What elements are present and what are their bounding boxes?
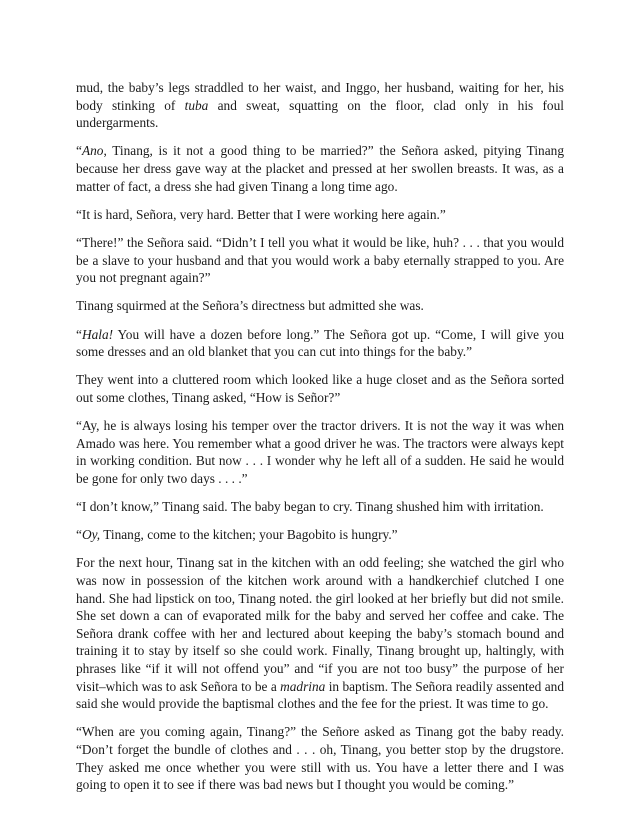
paragraph [76,297,564,315]
text-run: “ [76,527,82,543]
text-run: mud, the baby’s legs straddled to her waist, and Inggo, her husband, waiting for her, his body stinking of [76,80,564,113]
text-run: You will have a dozen before long.” The Señora got up. “Come, I will give you some dresses and an old blanket that you can cut into things for the baby.” [76,326,564,360]
text-run: and sweat, squatting on the floor, clad only in his foul undergarments. [76,97,564,131]
paragraph [76,234,564,287]
paragraph [76,417,564,487]
paragraph [76,723,564,793]
italic-text-run: Hala! [81,326,114,342]
text-run: For the next hour, Tinang sat in the kitchen with an odd feeling; she watched the girl who was now in possession of the kitchen work around with a handkerchief clutched I one hand. She had lipstick on too, Tinang noted. the girl looked at her briefly but did not smile. She set down a can of evaporated milk for the baby and served her coffee and cake. The Señora drank coffee with her and lectured about keeping the baby’s stomach bound and training it to stay by itself so she could work. Finally, Tinang brought up, haltingly, with phrases like “if it will not offend you” and “if you are not too busy” the purpose of her visit–which was to ask Señora to be a [76,555,564,694]
paragraph [76,326,564,361]
paragraph [76,498,564,516]
text-run: “Ay, he is always losing his temper over the tractor drivers. It is not the way it was when Amado was here. You remember what a good driver he was. The tractors were always kept in working condition. But now . . . I wonder why he left all of a sudden. He said he would be gone for only two days . . . .” [76,418,564,486]
text-run: “I don’t know,” Tinang said. The baby began to cry. Tinang shushed him with irritation. [76,499,544,515]
paragraph [76,142,564,195]
text-run: “ [76,326,82,342]
text-run: They went into a cluttered room which looked like a huge closet and as the Señora sorted out some clothes, Tinang asked, “How is Señor?” [76,372,564,405]
italic-text-run: Ano [81,143,104,159]
paragraph [76,371,564,406]
text-run: “It is hard, Señora, very hard. Better that I were working here again.” [76,206,446,222]
paragraph [76,526,564,544]
text-run: in baptism. The Señora readily assented and said she would provide the baptismal clothes and the fee for the priest. It was time to go. [76,678,564,712]
paragraph [76,206,564,224]
text-run: Tinang squirmed at the Señora’s directness but admitted she was. [76,298,424,314]
italic-text-run: tuba [184,97,209,113]
document-page [76,79,564,804]
italic-text-run: madrina [280,678,326,694]
text-run: , Tinang, is it not a good thing to be married?” the Señora asked, pitying Tinang because her dress gave way at the placket and pressed at her swollen breasts. It was, as a matter of fact, a dress she had given Tinang a long time ago. [76,143,564,194]
paragraph [76,79,564,132]
text-run: Tinang, come to the kitchen; your Bagobito is hungry.” [100,527,398,543]
text-run: “ [76,143,82,159]
text-run: “There!” the Señora said. “Didn’t I tell you what it would be like, huh? . . . that you would be a slave to your husband and that you would work a baby eternally strapped to you. Are you not pregnant again?” [76,234,564,286]
italic-text-run: Oy, [81,527,101,543]
text-run: “When are you coming again, Tinang?” the Señore asked as Tinang got the baby ready. “Don’t forget the bundle of clothes and . . . oh, Tinang, you better stop by the drugstore. They asked me once whether you were still with us. You have a letter there and I was going to open it to see if there was bad news but I thought you would be coming.” [76,724,564,793]
paragraph [76,554,564,712]
